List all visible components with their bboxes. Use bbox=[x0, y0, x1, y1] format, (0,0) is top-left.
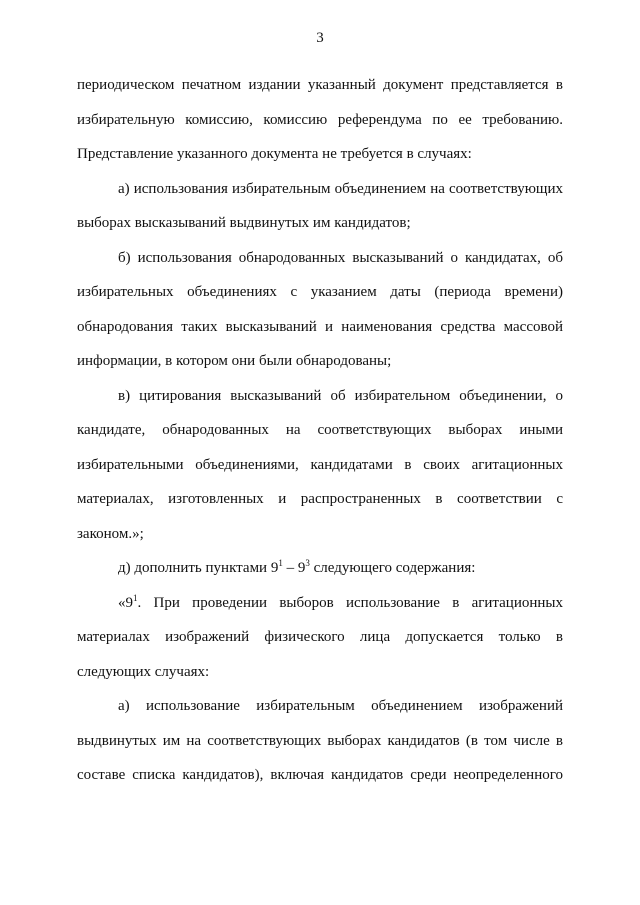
paragraph-item-v: в) цитирования высказываний об избирательном объединении, о кандидате, обнародованных на соответствующих выборах иными избирательными объединениями, кандидатами в своих агитационных материалах, изготовленных и распространенных в соответствии с законом.»; bbox=[77, 387, 563, 542]
point-9-1-start: «9 bbox=[118, 594, 133, 611]
paragraph-continuation: периодическом печатном издании указанный документ представляется в избирательную комиссию, комиссию референдума по ее требованию. Представление указанного документа не требуется в случаях: bbox=[77, 77, 563, 162]
item-d-text-middle: – 9 bbox=[282, 560, 306, 576]
paragraph-item-a: а) использования избирательным объединением на соответствующих выборах высказываний выдвинутых им кандидатов; bbox=[77, 180, 563, 231]
item-d-superscript-3: 3 bbox=[305, 558, 310, 568]
document-body bbox=[77, 68, 563, 793]
paragraph-item-b: б) использования обнародованных высказываний о кандидатах, об избирательных объединениях с указанием даты (периода времени) обнародования таких высказываний и наименования средства массовой информации, в котором они были обнародованы; bbox=[77, 249, 563, 369]
paragraph-point-9-1 bbox=[77, 586, 563, 690]
paragraph-subitem-a: а) использование избирательным объединением изображений выдвинутых им на соответствующих выборах кандидатов (в том числе в составе списка кандидатов), включая кандидатов среди неопределенного bbox=[77, 698, 563, 783]
item-d-superscript-1: 1 bbox=[278, 558, 283, 568]
point-9-1-superscript: 1 bbox=[133, 592, 138, 603]
item-d-text-end: следующего содержания: bbox=[309, 560, 476, 576]
page-number: 3 bbox=[316, 30, 324, 46]
item-d-text-start: д) дополнить пунктами 9 bbox=[118, 560, 279, 576]
paragraph-item-d bbox=[77, 551, 563, 586]
point-9-1-text: . При проведении выборов использование в агитационных материалах изображений физического лица допускается только в следующих случаях: bbox=[77, 594, 563, 680]
